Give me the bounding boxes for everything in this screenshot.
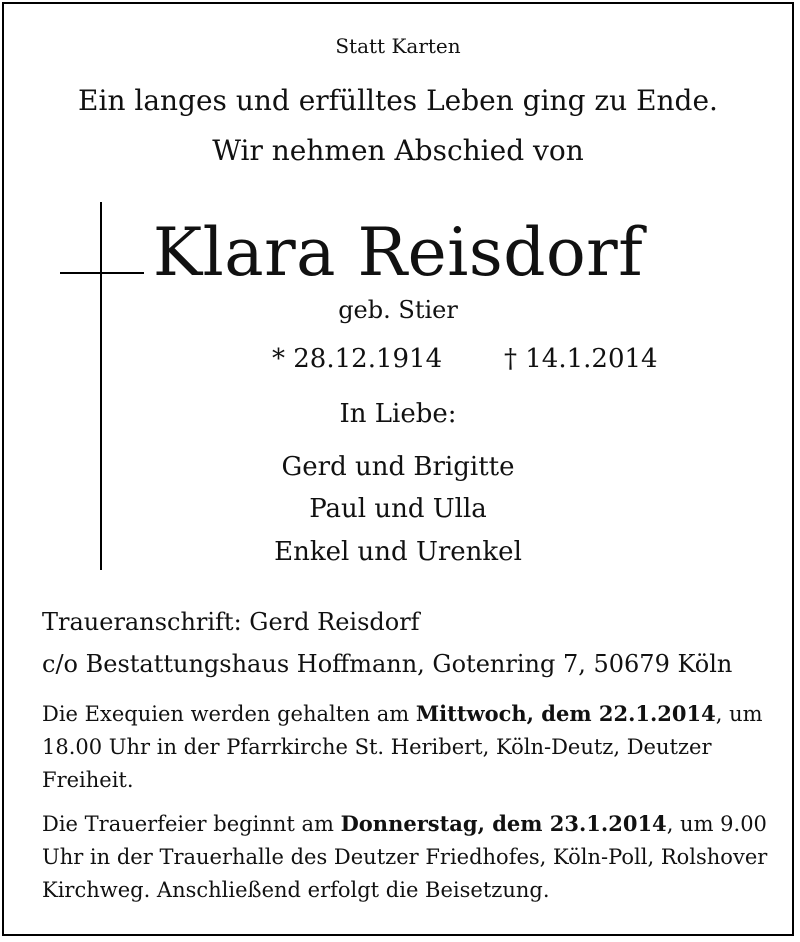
exequien-date: Mittwoch, dem 22.1.2014 [415, 701, 716, 726]
notice-header: Statt Karten [335, 34, 461, 58]
mourner-line: Gerd und Brigitte [281, 452, 515, 482]
exequien-text-pre: Die Exequien werden gehalten am [42, 702, 416, 726]
trauerfeier-date: Donnerstag, dem 23.1.2014 [340, 811, 667, 836]
exequien-paragraph [42, 697, 782, 797]
trauerfeier-paragraph [42, 807, 782, 907]
trauerfeier-text-pre: Die Trauerfeier beginnt am [42, 812, 341, 836]
birth-date: * 28.12.1914 [272, 344, 443, 374]
mourning-address-line-1: Traueranschrift: Gerd Reisdorf [42, 608, 420, 636]
mourner-line: Enkel und Urenkel [274, 537, 522, 567]
death-date: † 14.1.2014 [504, 344, 658, 374]
trauerfeier-text-post: , um 9.00 Uhr in der Trauerhalle des Deutzer Friedhofes, Köln-Poll, Rolshover Kirchweg. Anschließend erfolgt die Beisetzung. [42, 812, 768, 902]
in-love-label: In Liebe: [339, 399, 457, 429]
intro-line-1: Ein langes und erfülltes Leben ging zu Ende. [78, 84, 718, 117]
mourner-line: Paul und Ulla [309, 494, 487, 524]
mourning-address-line-2: c/o Bestattungshaus Hoffmann, Gotenring 7, 50679 Köln [42, 650, 733, 678]
exequien-text-post: , um 18.00 Uhr in der Pfarrkirche St. Heribert, Köln-Deutz, Deutzer Freiheit. [42, 702, 763, 792]
obituary-notice [2, 2, 794, 936]
intro-line-2: Wir nehmen Abschied von [212, 134, 584, 167]
maiden-name: geb. Stier [338, 296, 458, 324]
deceased-name: Klara Reisdorf [152, 214, 644, 291]
